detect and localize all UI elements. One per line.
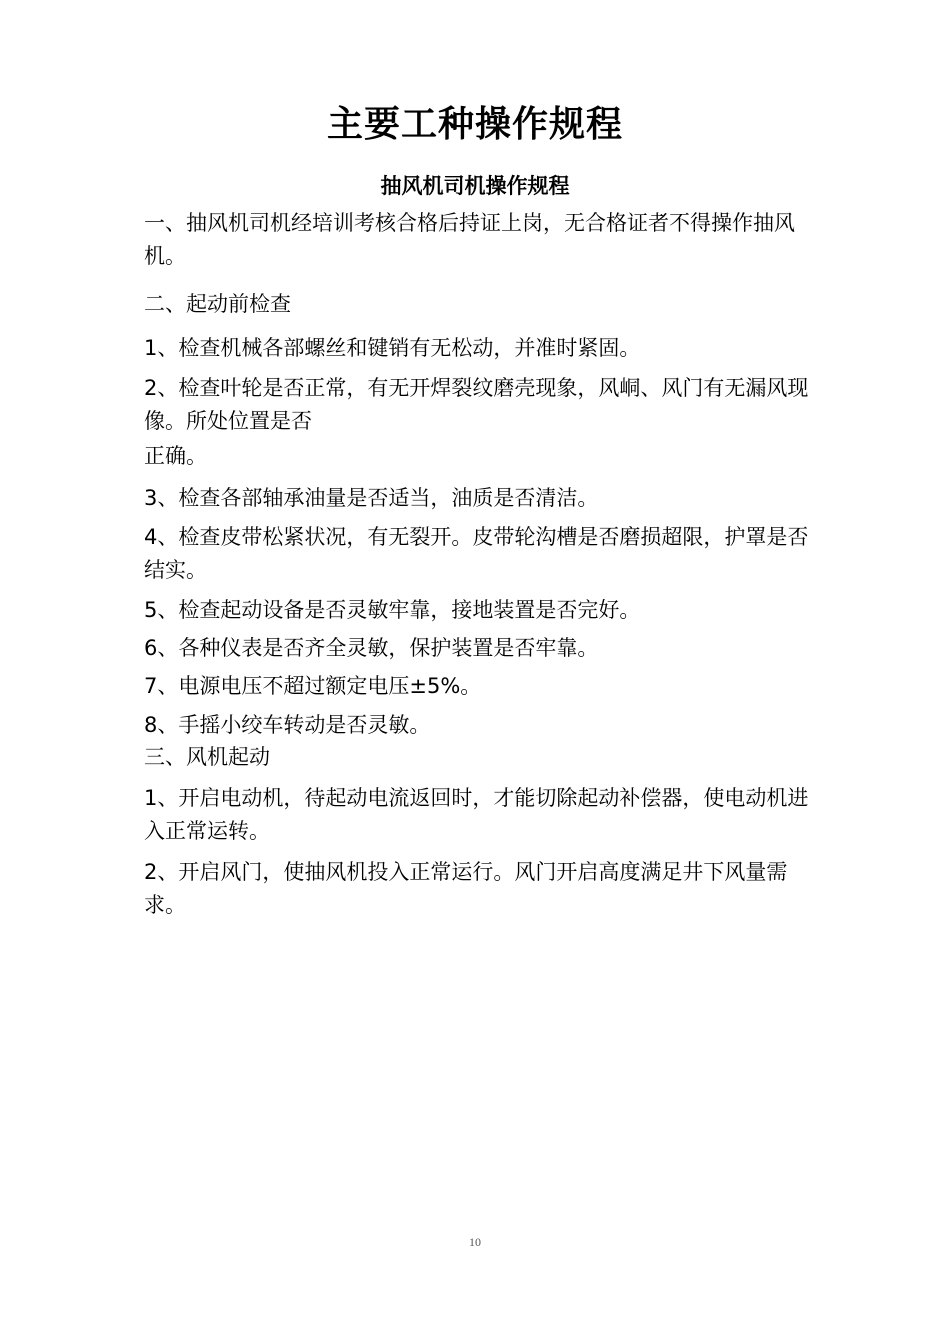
paragraph-12: 三、风机起动 xyxy=(144,745,270,769)
page-number: 10 xyxy=(469,1235,481,1249)
paragraph-2: 二、起动前检查 xyxy=(144,292,291,316)
paragraph-14: 2、开启风门，使抽风机投入正常运行。风门开启高度满足井下风量需求。 xyxy=(144,860,788,917)
paragraph-11: 8、手摇小绞车转动是否灵敏。 xyxy=(144,713,431,737)
paragraph-7: 4、检查皮带松紧状况，有无裂开。皮带轮沟槽是否磨损超限，护罩是否结实。 xyxy=(144,525,809,582)
page-title: 主要工种操作规程 xyxy=(326,104,623,145)
section-title: 抽风机司机操作规程 xyxy=(380,174,570,198)
paragraph-4: 2、检查叶轮是否正常，有无开焊裂纹磨壳现象，风峒、风门有无漏风现像。所处位置是否 xyxy=(144,376,809,433)
paragraph-13: 1、开启电动机，待起动电流返回时，才能切除起动补偿器，使电动机进入正常运转。 xyxy=(144,786,809,843)
paragraph-1: 一、抽风机司机经培训考核合格后持证上岗，无合格证者不得操作抽风机。 xyxy=(144,211,795,268)
paragraph-3: 1、检查机械各部螺丝和键销有无松动，并准时紧固。 xyxy=(144,336,641,360)
paragraph-9: 6、各种仪表是否齐全灵敏，保护装置是否牢靠。 xyxy=(144,636,599,660)
paragraph-10: 7、电源电压不超过额定电压±5%。 xyxy=(144,674,482,698)
paragraph-8: 5、检查起动设备是否灵敏牢靠，接地装置是否完好。 xyxy=(144,598,641,622)
paragraph-6: 3、检查各部轴承油量是否适当，油质是否清洁。 xyxy=(144,486,599,510)
paragraph-5: 正确。 xyxy=(144,444,207,468)
